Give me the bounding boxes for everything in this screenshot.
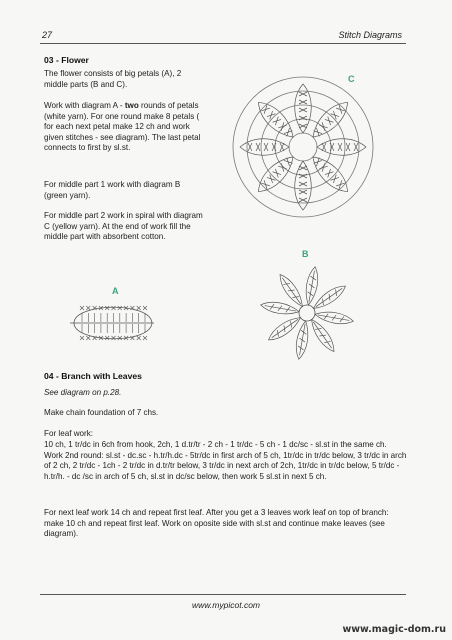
watermark: www.magic-dom.ru [342,624,446,635]
stitch-x [80,306,84,310]
flower-middle-part1-paragraph: For middle part 1 work with diagram B (green yarn). [44,180,181,200]
stitch-x [118,306,122,310]
page-number: 27 [42,30,53,40]
diagram-b-petal [265,313,303,344]
stitch-x [112,306,116,310]
diagram-c-petal [307,97,353,143]
diagram-b-petal [260,300,300,317]
section-title-flower: 03 - Flower [44,55,89,65]
diagram-b-petal [303,266,320,306]
diagram-b-petal [294,320,311,360]
diagram-b-label: B [302,249,309,259]
diagram-c-petal [253,97,299,143]
diagram-c-label: C [348,74,355,84]
stitch-x [105,306,109,310]
flower-middle-part2-paragraph: For middle part 2 work in spiral with diagram C (yellow yarn). At the end of work fill the middle part with absorbent cotton. [44,211,203,242]
header-rule [40,43,406,44]
stitch-x [143,336,147,340]
leaf-work-heading: For leaf work: [44,429,94,438]
stitch-x [137,306,141,310]
diagram-b-star [256,262,358,364]
stitch-x [86,306,90,310]
stitch-x [118,336,122,340]
chain-foundation-paragraph: Make chain foundation of 7 chs. [44,408,159,417]
stitch-x [105,336,109,340]
footer-rule [40,594,406,595]
stitch-x [137,336,141,340]
diagram-b-petal [307,317,338,355]
stitch-x [112,336,116,340]
stitch-x [80,336,84,340]
flower-diagram-a-paragraph: Work with diagram A - two rounds of petals (white yarn). For one round make 8 petals ( for each next petal make 12 ch and work given stitches - see diagram). The last petal connects to first by sl.st. [44,101,201,153]
stitch-x [86,336,90,340]
diagram-c-petal [307,151,353,197]
diagram-b-petal [314,309,354,326]
next-leaf-instructions: For next leaf work 14 ch and repeat first leaf. After you get a 3 leaves work leaf on top of branch: make 10 ch and repeat first leaf. Work on oposite side with sl.st and continue make leaves (see diagram). [44,508,389,539]
diagram-c-petal [253,151,299,197]
diagram-a-petal [66,297,158,349]
flower-intro-paragraph: The flower consists of big petals (A), 2 middle parts (B and C). [44,69,182,89]
stitch-x [143,306,147,310]
running-header-title: Stitch Diagrams [338,30,402,40]
leaf-work-instructions: 10 ch, 1 tr/dc in 6ch from hook, 2ch, 1 d.tr/tr - 2 ch - 1 tr/dc - 5 ch - 1 dc/sc - sl.st in the same ch. Work 2nd round: sl.st - dc.sc - h.tr/h.dc - 5tr/dc in first arch of 5 ch, 1tr/dc in tr/dc below, 3 tr/dc in arch of 2 ch, 2 tr/dc - 1ch - 2 tr/dc in d.tr/tr below, 3 tr/dc in next arch of 2ch, 1tr/dc in tr/dc below, 5 tr/dc - h.tr/h. - dc /sc in arch of 5 ch, sl.st in dc/sc below, then work 5 sl.st in next 5 ch. [44,440,407,481]
see-diagram-note: See diagram on p.28. [44,388,122,397]
diagram-b-petal [311,282,349,313]
section-title-branch: 04 - Branch with Leaves [44,371,142,381]
footer-url: www.mypicot.com [191,600,260,610]
diagram-b-petal [276,271,307,309]
diagram-c-flower-spiral [228,72,378,222]
diagram-a-label: A [112,286,119,296]
